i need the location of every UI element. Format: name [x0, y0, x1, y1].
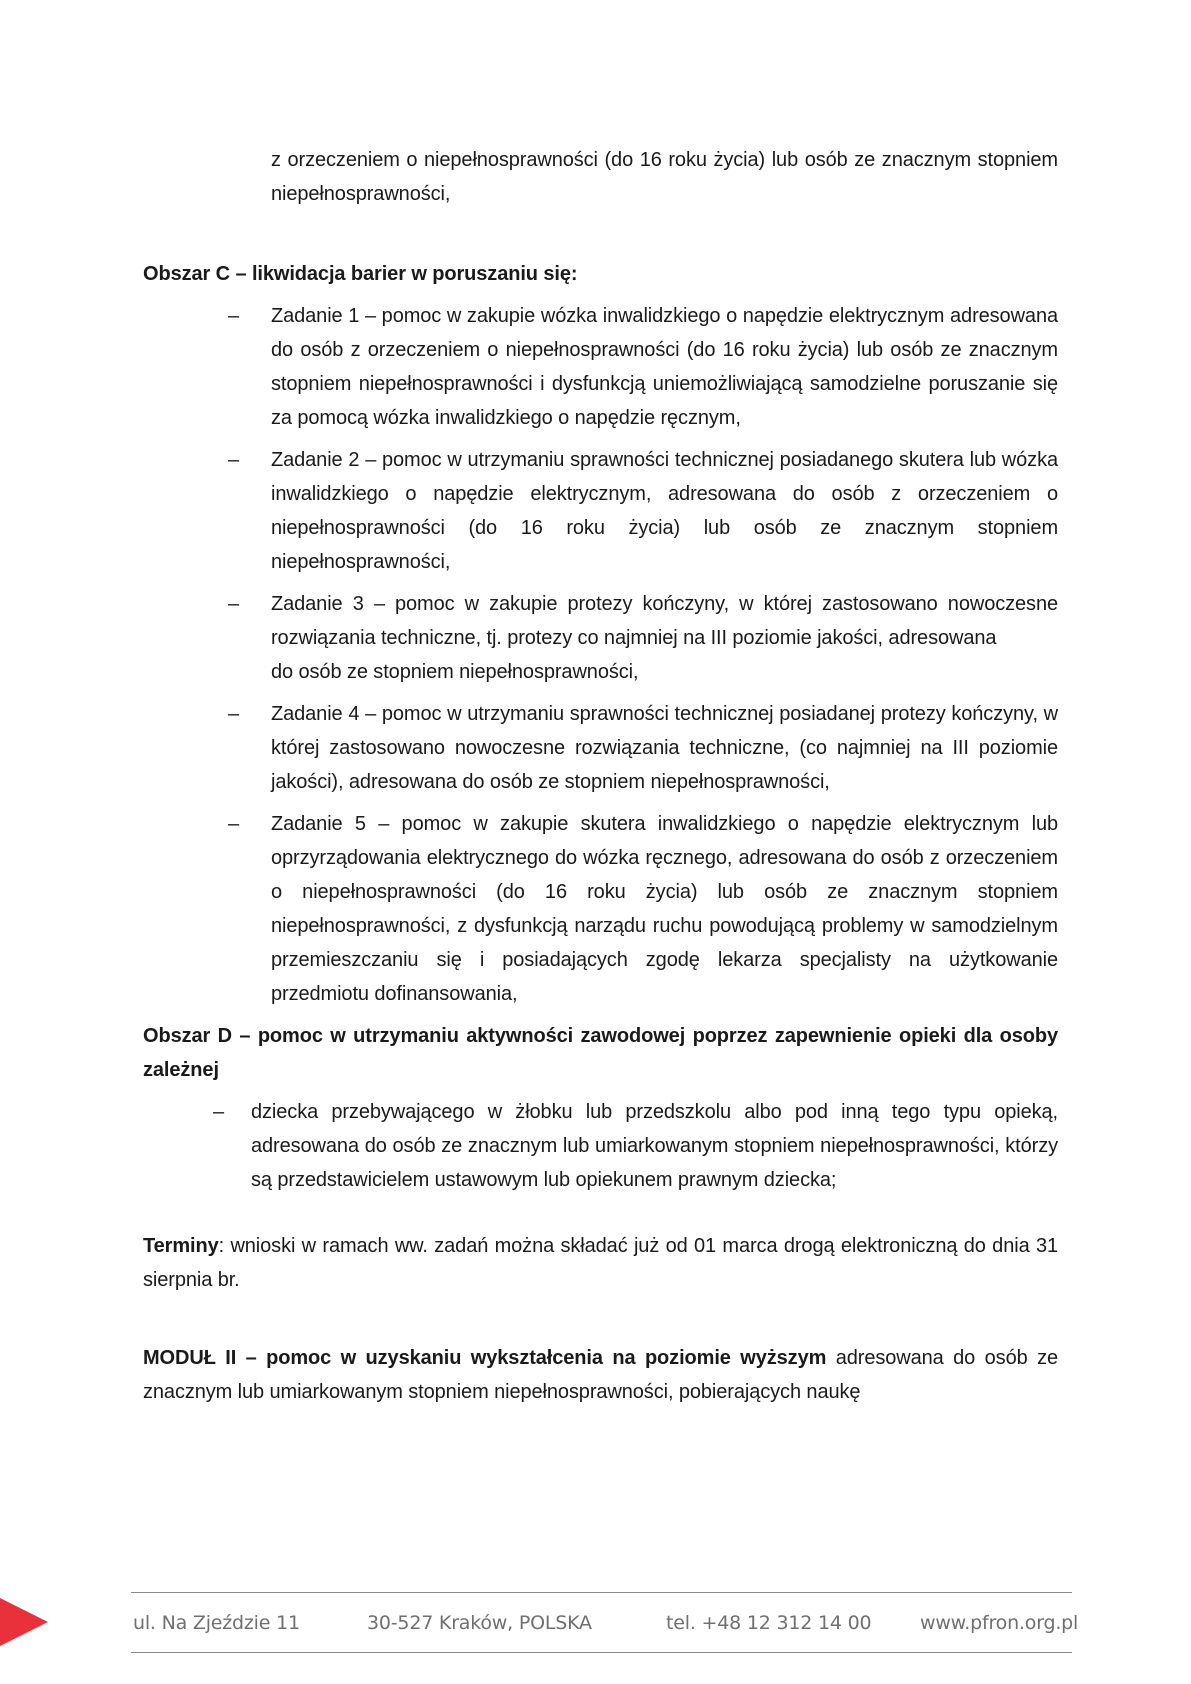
obszar-d-list: [143, 1095, 1058, 1197]
footer-bottom-divider: [131, 1652, 1072, 1653]
footer-city: 30-527 Kraków, POLSKA: [367, 1612, 592, 1634]
list-item-text: Zadanie 4 – pomoc w utrzymaniu sprawności technicznej posiadanej protezy kończyny, w której zastosowano nowoczesne rozwiązania techniczne, (co najmniej na III poziomie jakości), adresowana do osób ze stopniem niepełnosprawności,: [271, 703, 1058, 793]
list-item: [143, 299, 1058, 435]
terms-paragraph: [143, 1229, 1058, 1297]
dash-bullet: –: [228, 813, 240, 835]
list-item-text: Zadanie 5 – pomoc w zakupie skutera inwalidzkiego o napędzie elektrycznym lub oprzyrządowania elektrycznego do wózka ręcznego, adresowana do osób z orzeczeniem o niepełnosprawności (do 16 roku życia) lub osób ze znacznym stopniem niepełnosprawności, z dysfunkcją narządu ruchu powodującą problemy w samodzielnym przemieszczaniu się i posiadających zgodę lekarza specjalisty na użytkowanie przedmiotu dofinansowania,: [271, 813, 1058, 1005]
triangle-logo-icon: [0, 1598, 50, 1646]
terms-label: Terminy: [143, 1235, 219, 1257]
modul-text: adresowana do osób ze znacznym lub umiarkowanym stopniem niepełnosprawności, pobierających naukę: [143, 1347, 1058, 1403]
footer-website[interactable]: www.pfron.org.pl: [920, 1612, 1079, 1634]
footer-phone: tel. +48 12 312 14 00: [666, 1612, 872, 1634]
list-item: [143, 443, 1058, 579]
obszar-c-list: [143, 299, 1058, 1011]
dash-bullet: –: [213, 1101, 225, 1123]
list-item: [143, 697, 1058, 799]
footer-top-divider: [131, 1592, 1072, 1593]
dash-bullet: –: [228, 305, 240, 327]
list-item: [143, 807, 1058, 1011]
list-item-text: Zadanie 1 – pomoc w zakupie wózka inwalidzkiego o napędzie elektrycznym adresowana do osób z orzeczeniem o niepełnosprawności (do 16 roku życia) lub osób ze znacznym stopniem niepełnosprawności i dysfunkcją uniemożliwiającą samodzielne poruszanie się za pomocą wózka inwalidzkiego o napędzie ręcznym,: [271, 305, 1058, 429]
obszar-d-heading: Obszar D – pomoc w utrzymaniu aktywności zawodowej poprzez zapewnienie opieki dla osoby zależnej: [143, 1025, 1058, 1081]
terms-text: : wnioski w ramach ww. zadań można składać już od 01 marca drogą elektroniczną do dnia 31 sierpnia br.: [143, 1235, 1058, 1291]
dash-bullet: –: [228, 593, 240, 615]
list-item: [143, 587, 1058, 689]
paragraph-continuation: z orzeczeniem o niepełnosprawności (do 16 roku życia) lub osób ze znacznym stopniem niepełnosprawności,: [271, 149, 1058, 205]
list-item-continuation: do osób ze stopniem niepełnosprawności,: [271, 661, 639, 683]
list-item-text: Zadanie 2 – pomoc w utrzymaniu sprawności technicznej posiadanego skutera lub wózka inwalidzkiego o napędzie elektrycznym, adresowana do osób z orzeczeniem o niepełnosprawności (do 16 roku życia) lub osób ze znacznym stopniem niepełnosprawności,: [271, 449, 1058, 573]
dash-bullet: –: [228, 703, 240, 725]
list-item-text: Zadanie 3 – pomoc w zakupie protezy kończyny, w której zastosowano nowoczesne rozwiązania techniczne, tj. protezy co najmniej na III poziomie jakości, adresowana: [271, 593, 1058, 649]
obszar-c-heading: Obszar C – likwidacja barier w poruszaniu się:: [143, 263, 578, 285]
list-item-text: dziecka przebywającego w żłobku lub przedszkolu albo pod inną tego typu opieką, adresowana do osób ze znacznym lub umiarkowanym stopniem niepełnosprawności, którzy są przedstawicielem ustawowym lub opiekunem prawnym dziecka;: [251, 1101, 1058, 1191]
list-item: [143, 1095, 1058, 1197]
footer-address: ul. Na Zjeździe 11: [133, 1612, 300, 1634]
modul-paragraph: [143, 1341, 1058, 1409]
dash-bullet: –: [228, 449, 240, 471]
document-body: [143, 143, 1058, 1409]
modul-heading: MODUŁ II – pomoc w uzyskaniu wykształcenia na poziomie wyższym: [143, 1347, 827, 1369]
